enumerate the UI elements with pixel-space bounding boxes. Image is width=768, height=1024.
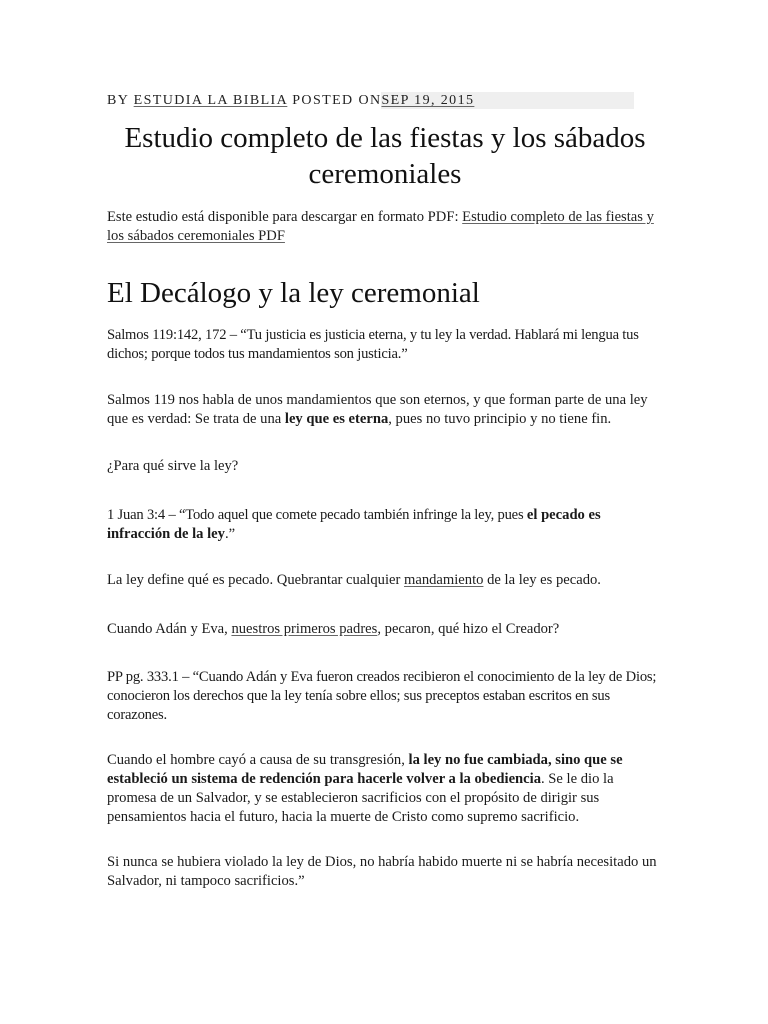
intro-paragraph (107, 208, 663, 246)
paragraph-text: .” (224, 526, 236, 542)
paragraph-adan-eva (107, 620, 663, 639)
primeros-padres-link[interactable]: nuestros primeros padres (231, 621, 378, 637)
paragraph-pp-quote: PP pg. 333.1 – “Cuando Adán y Eva fueron creados recibieron el conocimiento de la ley de Dios; conocieron los derechos que la ley tenía sobre ellos; sus preceptos estaban escritos en sus corazones. (107, 669, 657, 723)
paragraph-redemption (107, 751, 663, 827)
paragraph-text: 1 Juan 3:4 – “Todo aquel que comete pecado también infringe la ley, pues (107, 507, 527, 523)
intro-text: Este estudio está disponible para descargar en formato PDF: (107, 209, 463, 225)
paragraph-text: Salmos 119 nos habla de unos mandamientos que son eternos, y que forman parte de una ley que es verdad: Se trata de una (107, 392, 648, 427)
paragraph-text: La ley define qué es pecado. Quebrantar cualquier (107, 572, 404, 588)
paragraph-text: Cuando el hombre cayó a causa de su transgresión, (107, 752, 409, 768)
paragraph-salmos-quote: Salmos 119:142, 172 – “Tu justicia es justicia eterna, y tu ley la verdad. Hablará mi lengua tus dichos; porque todos tus mandamientos son justicia.” (107, 327, 639, 362)
paragraph-question: ¿Para qué sirve la ley? (107, 458, 239, 474)
mandamiento-link[interactable]: mandamiento (404, 572, 484, 588)
paragraph-no-death: Si nunca se hubiera violado la ley de Dios, no habría habido muerte ni se habría necesitado un Salvador, ni tampoco sacrificios.” (107, 854, 657, 889)
paragraph-juan-quote (107, 506, 663, 544)
author-link[interactable]: ESTUDIA LA BIBLIA (133, 93, 288, 108)
pdf-download-link[interactable]: Estudio completo de las fiestas y los sábados ceremoniales PDF (107, 209, 654, 244)
page-title: Estudio completo de las fiestas y los sábados ceremoniales (124, 122, 646, 190)
paragraph-bold-text: el pecado es infracción de la ley (107, 507, 601, 542)
date-box (381, 92, 634, 109)
paragraph-text: Cuando Adán y Eva, (107, 621, 232, 637)
byline (107, 92, 663, 109)
paragraph-bold-text: ley que es eterna (284, 411, 389, 427)
section-heading: El Decálogo y la ley ceremonial (107, 277, 480, 309)
paragraph-text: de la ley es pecado. (483, 572, 601, 588)
paragraph-eternal-law (107, 391, 663, 429)
byline-by: BY (107, 93, 129, 108)
paragraph-text: . Se le dio la promesa de un Salvador, y se establecieron sacrificios con el propósito de dirigir sus pensamientos hacia el futuro, hacia la muerte de Cristo como supremo sacrificio. (107, 771, 614, 825)
paragraph-bold-text: la ley no fue cambiada, sino que se estableció un sistema de redención para hacerle volver a la obediencia (107, 752, 623, 787)
paragraph-law-defines-sin (107, 571, 663, 590)
byline-posted-on: POSTED ON (292, 93, 382, 108)
date-link[interactable]: SEP 19, 2015 (381, 93, 475, 108)
paragraph-text: , pues no tuvo principio y no tiene fin. (388, 411, 612, 427)
paragraph-text: , pecaron, qué hizo el Creador? (377, 621, 560, 637)
